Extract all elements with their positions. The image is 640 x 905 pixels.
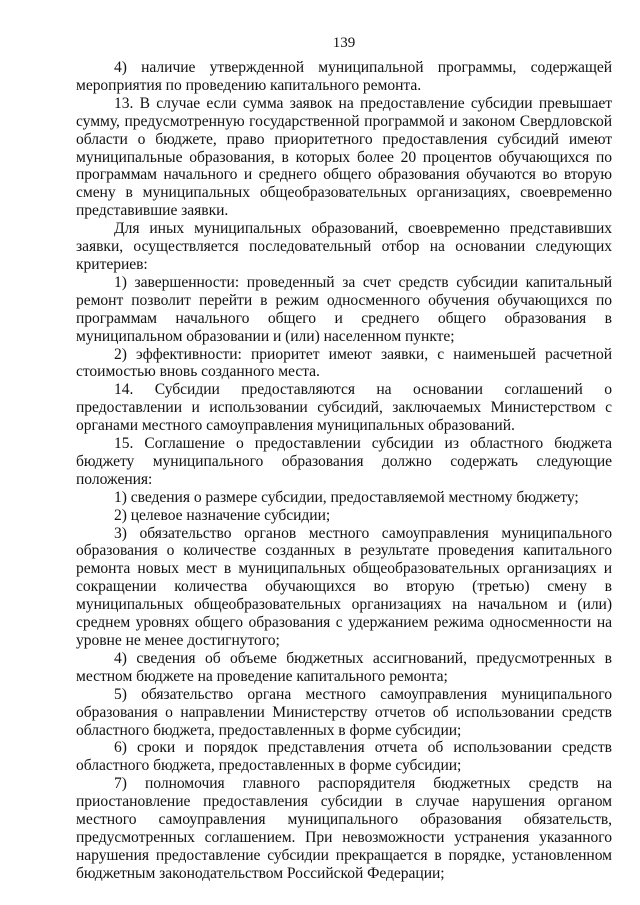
paragraph-criterion-efficiency: 2) эффективности: приоритет имеют заявки, с наименьшей расчетной стоимостью вновь созданного места. (76, 345, 612, 381)
paragraph-section-15: 15. Соглашение о предоставлении субсидии из областного бюджета бюджету муниципального образования должно содержать следующие положения: (76, 435, 612, 488)
paragraph-section-14: 14. Субсидии предоставляются на основании соглашений о предоставлении и использовании субсидий, заключаемых Министерством с органами местного самоуправления муниципальных образований. (76, 381, 612, 435)
paragraph-provision-3: 3) обязательство органов местного самоуправления муниципального образования о количестве созданных в результате проведения капитального ремонта новых мест в муниципальных общеобразовательных организациях и сокращении количества обучающихся во вторую (третью) смену в муниципальных общеобразовательных организациях на начальном и (или) среднем уровнях общего образования с удержанием режима односменности на уровне не менее достигнутого; (76, 524, 612, 649)
paragraph-criterion-completeness: 1) завершенности: проведенный за счет средств субсидии капитальный ремонт позволит перейти в режим односменного обучения обучающихся по программам начального общего и среднего общего образования в муниципальном образовании и (или) населенном пункте; (76, 273, 612, 345)
paragraph-item-4-program: 4) наличие утвержденной муниципальной программы, содержащей мероприятия по проведению капитального ремонта. (76, 59, 612, 94)
paragraph-provision-1: 1) сведения о размере субсидии, предоставляемой местному бюджету; (114, 488, 579, 506)
paragraph-provision-6: 6) сроки и порядок представления отчета об использовании средств областного бюджета, предоставленных в форме субсидии; (76, 739, 612, 775)
page-number: 139 (332, 35, 356, 51)
paragraph-provision-7: 7) полномочия главного распорядителя бюджетных средств на приостановление предоставления субсидии в случае нарушения органом местного самоуправления муниципального образования обязательств, предусмотренных соглашением. При невозможности устранения указанного нарушения предоставление субсидии прекращается в порядке, установленном бюджетным законодательством Российской Федерации; (76, 775, 612, 882)
document-page (76, 34, 612, 883)
paragraph-provision-5: 5) обязательство органа местного самоуправления муниципального образования о направлении Министерству отчетов об использовании средств областного бюджета, предоставленных в форме субсидии; (76, 685, 612, 739)
paragraph-provision-4: 4) сведения об объеме бюджетных ассигнований, предусмотренных в местном бюджете на проведение капитального ремонта; (76, 649, 612, 685)
paragraph-provision-2: 2) целевое назначение субсидии; (114, 506, 331, 524)
paragraph-selection-criteria: Для иных муниципальных образований, своевременно представивших заявки, осуществляется последовательный отбор на основании следующих критериев: (76, 220, 612, 273)
paragraph-section-13: 13. В случае если сумма заявок на предоставление субсидии превышает сумму, предусмотренную государственной программой и законом Свердловской области о бюджете, право приоритетного предоставления субсидий имеют муниципальные образования, в которых более 20 процентов обучающихся по программам начального и среднего общего образования обучаются во вторую смену в муниципальных общеобразовательных организациях, своевременно представившие заявки. (76, 94, 612, 220)
